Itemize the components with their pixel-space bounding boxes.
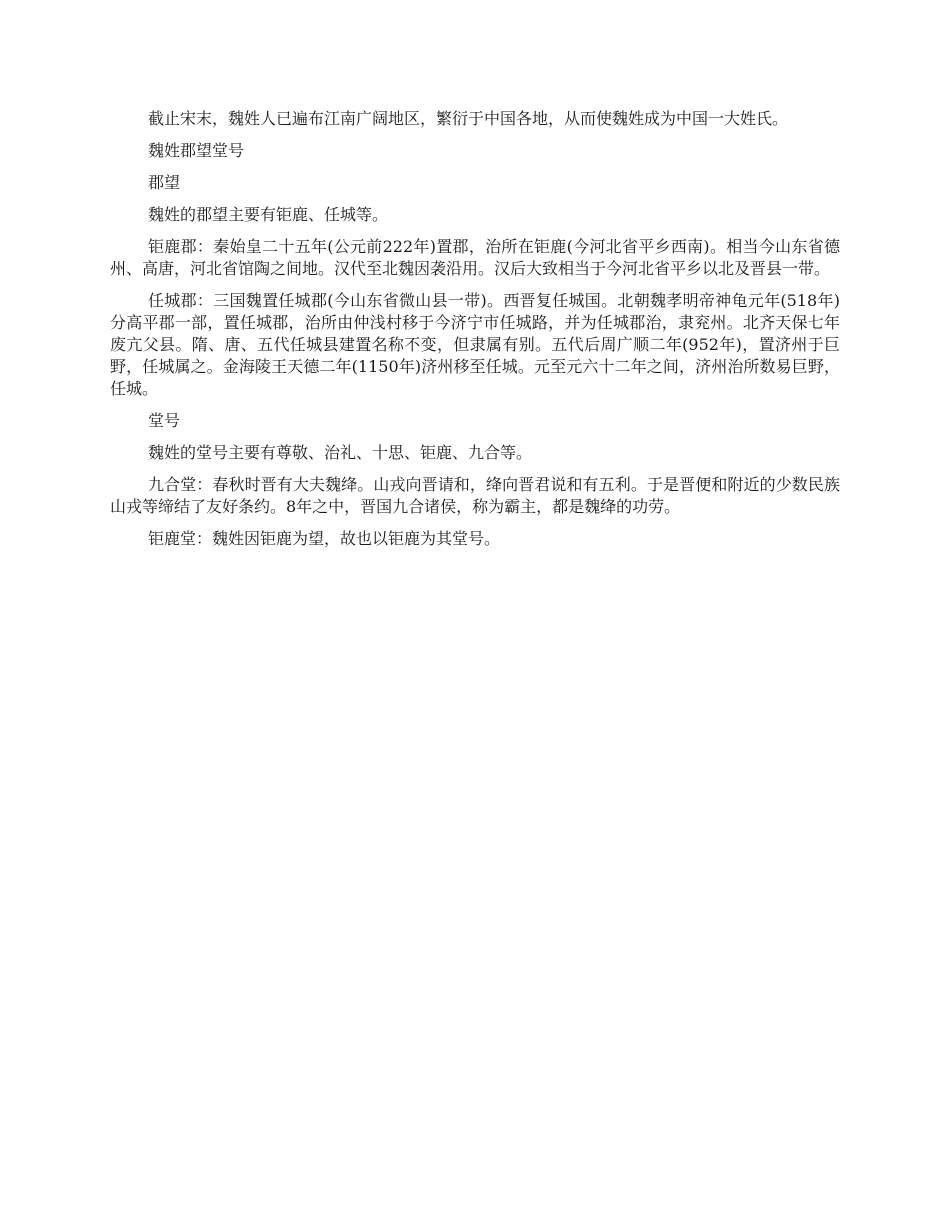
paragraph-julu-commandery: 钜鹿郡：秦始皇二十五年(公元前222年)置郡，治所在钜鹿(今河北省平乡西南)。相当今山东省德州、高唐，河北省馆陶之间地。汉代至北魏因袭沿用。汉后大致相当于今河北省平乡以北及晋县一带。 xyxy=(110,237,840,278)
paragraph-tanghao-summary: 魏姓的堂号主要有尊敬、治礼、十思、钜鹿、九合等。 xyxy=(148,443,533,462)
paragraph-song-dynasty-spread: 截止宋末，魏姓人已遍布江南广阔地区，繁衍于中国各地，从而使魏姓成为中国一大姓氏。 xyxy=(148,109,789,128)
paragraph-julu-hall: 钜鹿堂：魏姓因钜鹿为望，故也以钜鹿为其堂号。 xyxy=(148,529,501,548)
subheading-tanghao: 堂号 xyxy=(148,411,181,430)
subheading-junwang: 郡望 xyxy=(148,173,181,192)
document-body xyxy=(110,108,840,560)
section-heading-junwang-tanghao: 魏姓郡望堂号 xyxy=(148,141,245,160)
paragraph-rencheng-commandery: 任城郡：三国魏置任城郡(今山东省微山县一带)。西晋复任城国。北朝魏孝明帝神龟元年(518年)分高平郡一部，置任城郡，治所由仲浅村移于今济宁市任城路，并为任城郡治，隶兖州。北齐天保七年废亢父县。隋、唐、五代任城县建置名称不变，但隶属有别。五代后周广顺二年(952年)，置济州于巨野，任城属之。金海陵王天德二年(1150年)济州移至任城。元至元六十二年之间，济州治所数易巨野，任城。 xyxy=(110,291,840,398)
paragraph-junwang-summary: 魏姓的郡望主要有钜鹿、任城等。 xyxy=(148,205,389,224)
paragraph-jiuhe-hall: 九合堂：春秋时晋有大夫魏绛。山戎向晋请和，绛向晋君说和有五利。于是晋便和附近的少数民族山戎等缔结了友好条约。8年之中，晋国九合诸侯，称为霸主，都是魏绛的功劳。 xyxy=(110,475,840,516)
